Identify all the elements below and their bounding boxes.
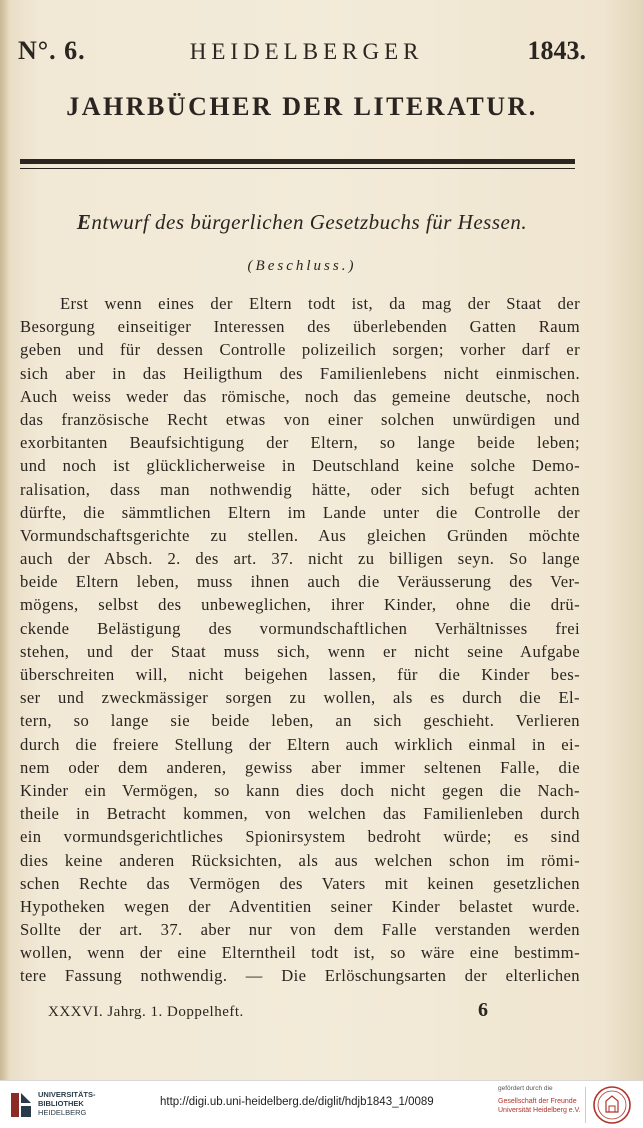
library-logo-icon[interactable]: [8, 1089, 34, 1121]
text-line: nem oder dem anderen, gewiss aber immer seltenen Falle, die: [20, 757, 580, 777]
text-line: und noch ist glücklicherweise in Deutschland keine solche Demo-: [20, 456, 580, 476]
text-line: Auch weiss weder das römische, noch das gemeine deutsche, noch: [20, 386, 580, 406]
text-line: wollen, wenn der eine Elterntheil todt ist, so wäre eine bestimm-: [20, 943, 580, 963]
text-line: schen Rechte das Vermögen des Vaters mit keinen gesetzlichen: [20, 873, 580, 893]
text-line: sich aber in das Heiligthum des Familienlebens nicht einmischen.: [20, 363, 580, 383]
text-line: Kinder ein Vermögen, so kann dies doch nicht gegen die Nach-: [20, 780, 580, 800]
permalink-url[interactable]: http://digi.ub.uni-heidelberg.de/diglit/hdjb1843_1/0089: [160, 1096, 434, 1108]
signature-mark: XXXVI. Jahrg. 1. Doppelheft.: [48, 1004, 244, 1020]
page-footer: [48, 999, 488, 1022]
text-line: Sollte der art. 37. aber nur von dem Falle verstanden werden: [20, 920, 580, 940]
text-line: mögens, selbst des unbeweglichen, ihrer Kinder, ohne die drü-: [20, 595, 580, 615]
article-continuation-note: (Beschluss.): [247, 258, 357, 274]
text-line: ckende Belästigung des vormundschaftlichen Verhältnisses frei: [20, 618, 580, 638]
journal-subtitle: JAHRBÜCHER DER LITERATUR.: [66, 92, 538, 121]
article-title-rest: ntwurf des bürgerlichen Gesetzbuchs für Hessen.: [91, 210, 528, 234]
text-line: geben und für dessen Controlle polizeilich sorgen; vorher darf er: [20, 340, 580, 360]
text-line: exorbitanten Beaufsichtigung der Eltern, so lange beide leben;: [20, 433, 580, 453]
text-line: Erst wenn eines der Eltern todt ist, da mag der Staat der: [60, 294, 580, 313]
text-line: das französische Recht etwas von einer solchen unwürdigen und: [20, 409, 580, 429]
article-body: [20, 292, 580, 988]
issue-number: N°. 6.: [18, 36, 86, 65]
text-line: tern, so lange sie beide leben, an sich geschieht. Verlieren: [20, 711, 580, 731]
text-line: dürfte, die sämmtlichen Eltern im Lande unter die Controlle der: [20, 502, 580, 522]
text-line: ser und zweckmässiger sorgen zu wollen, als es durch die El-: [20, 688, 580, 708]
text-line: stehen, und der Staat muss sich, wenn er nicht seine Aufgabe: [20, 641, 580, 661]
text-line: tere Fassung nothwendig. — Die Erlöschungsarten der elterlichen: [20, 966, 580, 986]
article-title-initial: E: [76, 210, 92, 234]
text-line: Besorgung einseitiger Interessen des überlebenden Gatten Raum: [20, 317, 580, 337]
article-title: [18, 210, 586, 235]
page-spine-shadow: [0, 0, 10, 1080]
text-line: dies keine anderen Rücksichten, als aus welchen schon im römi-: [20, 850, 580, 870]
viewer-bar: [0, 1080, 643, 1128]
header-rule-thin: [20, 168, 575, 169]
text-line: überschreiten will, nicht beigehen lassen, für die Kinder bes-: [20, 665, 580, 684]
page-number: 6: [478, 999, 488, 1021]
text-line: ralisation, dass man nothwendig hätte, oder sich befugt achten: [20, 479, 580, 499]
text-line: ein vormundsgerichtliches Spionirsystem bedroht würde; es sind: [20, 827, 580, 847]
text-line: Vormundschaftsgerichte zu stellen. Aus gleichen Gründen möchte: [20, 525, 580, 545]
sponsor-name[interactable]: Gesellschaft der Freunde Universität Heidelberg e.V.: [498, 1098, 581, 1114]
journal-name: HEIDELBERGER: [189, 39, 424, 64]
library-name: UNIVERSITÄTS- BIBLIOTHEK HEIDELBERG: [38, 1090, 96, 1117]
masthead: [18, 36, 586, 82]
text-line: durch die freiere Stellung der Eltern auch wirklich einmal in ei-: [20, 734, 580, 754]
university-seal-icon: [592, 1085, 632, 1125]
text-line: auch der Absch. 2. des art. 37. nicht zu billigen seyn. So lange: [20, 549, 580, 569]
text-line: Hypotheken wegen der Adventitien seiner Kinder belastet wurde.: [20, 896, 580, 916]
sponsor-divider: [585, 1087, 586, 1123]
text-line: beide Eltern leben, muss ihnen auch die Veräusserung des Ver-: [20, 572, 580, 592]
funded-by-label: gefördert durch die: [498, 1085, 553, 1092]
header-rule-thick: [20, 159, 575, 164]
text-line: theile in Betracht kommen, von welchen das Familienleben durch: [20, 804, 580, 824]
issue-year: 1843.: [527, 36, 586, 65]
